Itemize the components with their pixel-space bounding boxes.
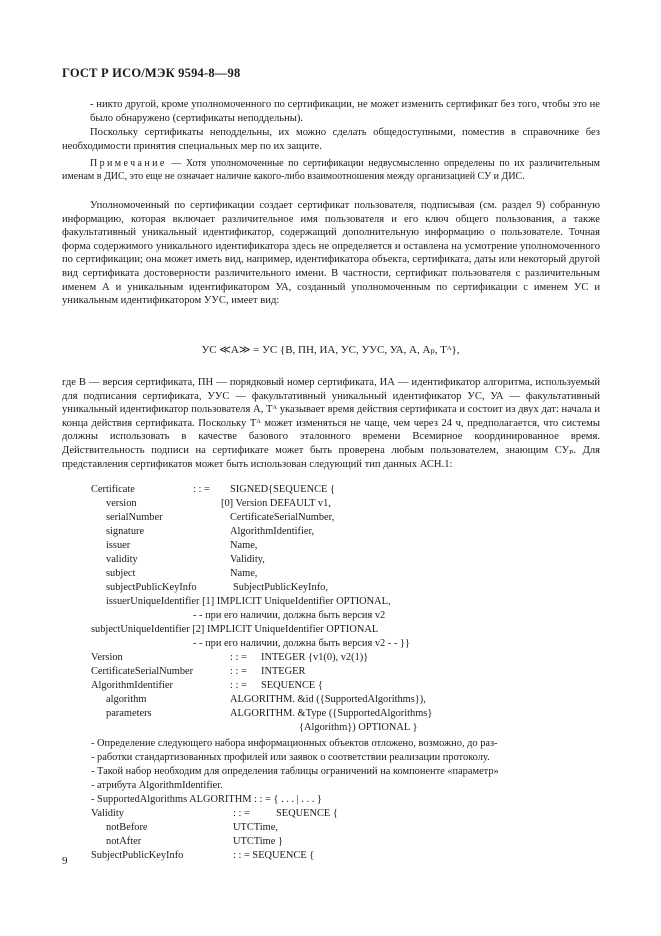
asn1-line: [0] Version DEFAULT v1, xyxy=(221,498,331,509)
asn1-line: SubjectPublicKeyInfo xyxy=(91,850,184,861)
paragraph-where-text: где В — версия сертификата, ПН — порядковый номер сертификата, ИА — идентификатор алгоритма, используемый для подписания сертификата, УУС — факультативный уникальный идентификатор УС, УА — факультативный уникальный идентификатор пользователя А, Tᴬ указывает время действия сертификата и состоит из двух дат: начала и конца действия сертификата. Поскольку Tᴬ может изменяться не чаще, чем через 24 ч, предполагается, что системы должны использовать в качестве базового эталонного времени Всемирное координированное время. Действительность подписи на сертификате может быть проверена любым пользователем, знающим СУₚ. Для представления сертификатов может быть использован следующий тип данных АСН.1: xyxy=(62,377,600,470)
page-number: 9 xyxy=(62,855,68,867)
asn1-line: : : = xyxy=(193,484,210,495)
asn1-line: issuer xyxy=(106,540,131,551)
asn1-line: {Algorithm}) OPTIONAL } xyxy=(299,722,418,733)
asn1-line: : : = SEQUENCE { xyxy=(233,850,315,861)
asn1-line: : : = xyxy=(230,666,247,677)
asn1-line: CertificateSerialNumber xyxy=(91,666,194,677)
asn1-line: parameters xyxy=(106,708,152,719)
asn1-line: SEQUENCE { xyxy=(276,808,338,819)
asn1-line: ALGORITHM. &Type ({SupportedAlgorithms} xyxy=(230,708,433,719)
note-label: Примечание xyxy=(90,158,167,169)
asn1-line: issuerUniqueIdentifier [1] IMPLICIT UniqueIdentifier OPTIONAL, xyxy=(106,596,391,607)
asn1-line: SubjectPublicKeyInfo, xyxy=(233,582,328,593)
asn1-line: - - при его наличии, должна быть версия v2 xyxy=(193,610,386,621)
asn1-line: subjectUniqueIdentifier [2] IMPLICIT UniqueIdentifier OPTIONAL xyxy=(91,624,379,635)
standard-header: ГОСТ Р ИСО/МЭК 9594-8—98 xyxy=(62,66,241,80)
asn1-line: algorithm xyxy=(106,694,147,705)
asn1-line: Version xyxy=(91,652,123,663)
asn1-line: Certificate xyxy=(91,484,135,495)
asn1-line: : : = xyxy=(233,808,250,819)
asn1-line: AlgorithmIdentifier, xyxy=(230,526,315,537)
asn1-line: ALGORITHM. &id ({SupportedAlgorithms}), xyxy=(230,694,426,705)
paragraph-public-text: Поскольку сертификаты неподдельны, их можно сделать общедоступными, поместив в справочнике без необходимости принятия специальных мер по их защите. xyxy=(62,127,600,152)
asn1-line: : : = xyxy=(230,680,247,691)
asn1-line: INTEGER {v1(0), v2(1)} xyxy=(261,652,369,663)
asn1-line: - Определение следующего набора информационных объектов отложено, возможно, до раз- xyxy=(91,738,498,749)
asn1-line: validity xyxy=(106,554,138,565)
asn1-line: notBefore xyxy=(106,822,148,833)
asn1-line: - SupportedAlgorithms ALGORITHM : : = { . . . | . . . } xyxy=(91,794,322,805)
asn1-line: UTCTime, xyxy=(233,822,278,833)
asn1-line: Validity xyxy=(91,808,124,819)
asn1-line: subjectPublicKeyInfo xyxy=(106,582,197,593)
asn1-line: - атрибута AlgorithmIdentifier. xyxy=(91,780,223,791)
asn1-line: - работки стандартизованных профилей или заявок о соответствии реализации протоколу. xyxy=(91,752,490,763)
asn1-line: Validity, xyxy=(230,554,265,565)
asn1-line: CertificateSerialNumber, xyxy=(230,512,335,523)
asn1-line: Name, xyxy=(230,540,258,551)
asn1-line: UTCTime } xyxy=(233,836,283,847)
certificate-formula: УС ≪А≫ = УС {В, ПН, ИА, УС, УУС, УА, А, Aₚ, Tᴬ}, xyxy=(201,344,460,356)
asn1-line: SEQUENCE { xyxy=(261,680,323,691)
asn1-line: SIGNED{SEQUENCE { xyxy=(230,484,335,495)
intro-dash-text: - никто другой, кроме уполномоченного по сертификации, не может изменить сертификат без того, чтобы это не было обнаружено (сертификаты неподдельны). xyxy=(90,99,600,124)
asn1-line: AlgorithmIdentifier xyxy=(91,680,173,691)
paragraph-main-text: Уполномоченный по сертификации создает сертификат пользователя, подписывая (см. раздел 9) собранную информацию, которая включает различительное имя пользователя и его ключ общего пользования, а также факультативный уникальный идентификатор, содержащий дополнительную информацию о пользователе. Точная форма содержимого уникального идентификатора здесь не определяется и оставлена на усмотрение уполномоченного по сертификации; она может иметь вид, например, идентификатора объекта, сертификата, даты или некоторый другой вид сертификата достоверности различительного имени. В частности, сертификат пользователя с различительным именем А и уникальным идентификатором УА, созданный уполномоченным по сертификации с именем УС и уникальным идентификатором УУС, имеет вид: xyxy=(62,200,600,307)
asn1-line: - Такой набор необходим для определения таблицы ограничений на компоненте «параметр» xyxy=(91,766,499,777)
note-text: — Хотя уполномоченные по сертификации недвусмысленно определены по их различительным именам в ДИС, это еще не означает наличие какого-либо взаимоотношения между организацией СУ и ДИС. xyxy=(62,158,600,183)
asn1-line: signature xyxy=(106,526,145,537)
asn1-line: serialNumber xyxy=(106,512,163,523)
asn1-line: INTEGER xyxy=(261,666,306,677)
asn1-line: version xyxy=(106,498,137,509)
asn1-line: subject xyxy=(106,568,136,579)
asn1-line: Name, xyxy=(230,568,258,579)
asn1-line: notAfter xyxy=(106,836,142,847)
asn1-line: - - при его наличии, должна быть версия v2 - - }} xyxy=(193,638,410,649)
asn1-line: : : = xyxy=(230,652,247,663)
